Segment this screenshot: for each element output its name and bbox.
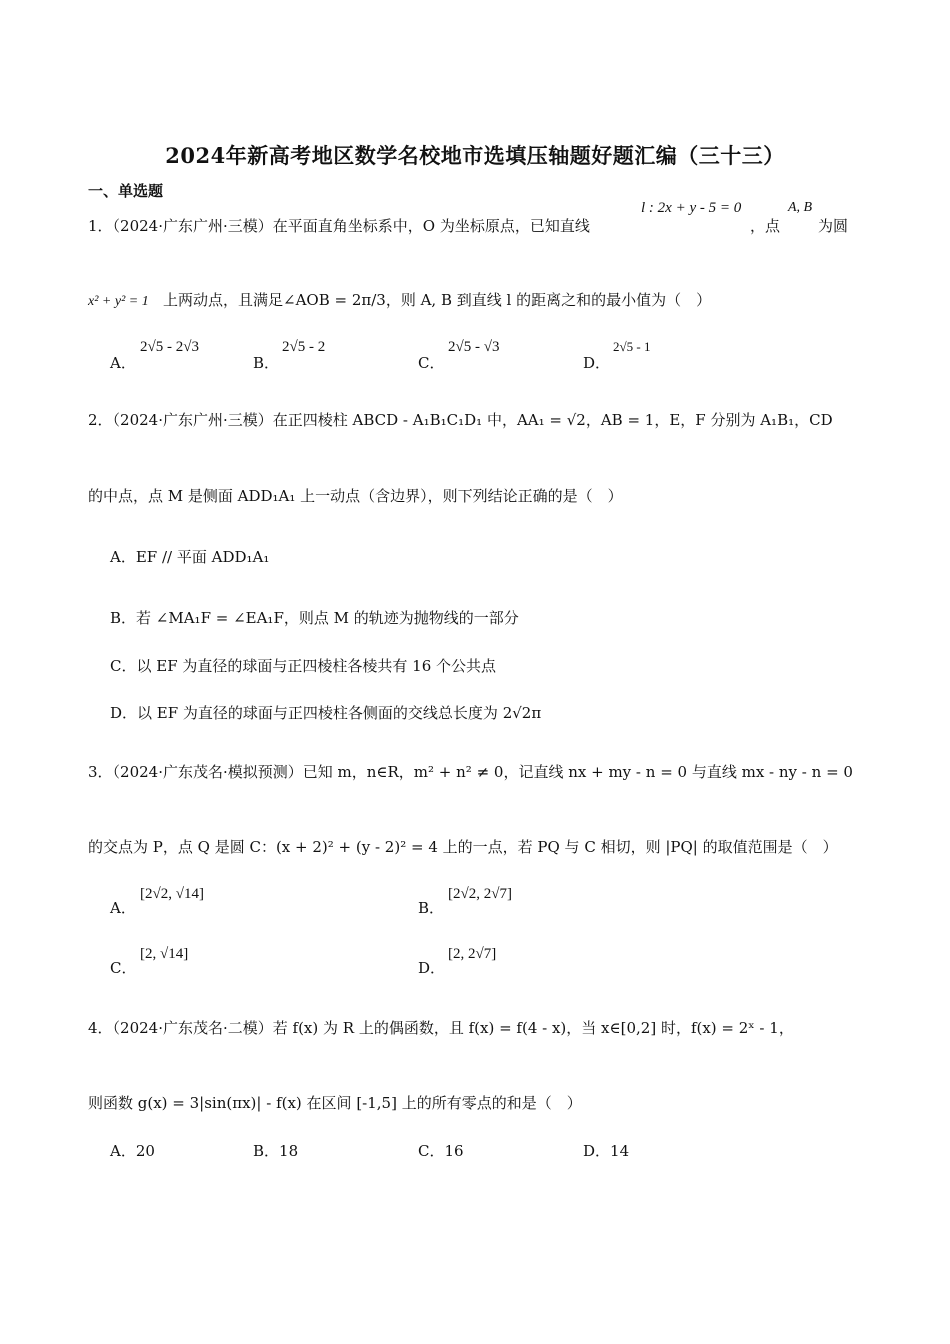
q1-option-a-value: 2√5 - 2√3 bbox=[140, 339, 199, 355]
q3-option-b-value: [2√2, 2√7] bbox=[448, 886, 512, 902]
option-letter: D． bbox=[583, 354, 611, 372]
option-text: EF // 平面 ADD₁A₁ bbox=[135, 548, 270, 566]
option-letter: A． bbox=[110, 899, 136, 917]
option-letter: B． bbox=[110, 609, 137, 627]
q4-option-a bbox=[110, 1140, 155, 1161]
q4-stem-line2: 则函数 g(x) = 3|sin(πx)| - f(x) 在区间 [-1,5] 上的所有零点的和是（ ） bbox=[88, 1094, 582, 1112]
option-letter: D． bbox=[418, 959, 446, 977]
q1-option-b-value: 2√5 - 2 bbox=[282, 339, 326, 355]
option-text: 以 EF 为直径的球面与正四棱柱各棱共有 16 个公共点 bbox=[136, 657, 497, 675]
q3-stem-line1: 3．（2024·广东茂名·模拟预测）已知 m，n∈R，m² + n² ≠ 0，记直线 nx + my - n = 0 与直线 mx - ny - n = 0 bbox=[88, 763, 853, 781]
q1-option-d-value: 2√5 - 1 bbox=[613, 339, 651, 354]
q3-option-d bbox=[418, 957, 445, 978]
page-title: 2024年新高考地区数学名校地市选填压轴题好题汇编（三十三） bbox=[165, 143, 785, 168]
option-text: 若 ∠MA₁F = ∠EA₁F，则点 M 的轨迹为抛物线的一部分 bbox=[136, 609, 519, 627]
q3-option-b bbox=[418, 897, 444, 918]
option-letter: C． bbox=[418, 1142, 445, 1160]
q4-option-c bbox=[418, 1140, 464, 1161]
option-text: 14 bbox=[610, 1142, 630, 1160]
option-text: 16 bbox=[444, 1142, 464, 1160]
q1-stem-line2: 上两动点，且满足∠AOB = 2π/3，则 A, B 到直线 l 的距离之和的最小值为（ ） bbox=[163, 291, 712, 309]
option-text: 20 bbox=[135, 1142, 155, 1160]
q1-option-a bbox=[110, 352, 136, 373]
option-letter: A． bbox=[110, 354, 136, 372]
q1-line-equation: l : 2x + y - 5 = 0 bbox=[641, 200, 742, 216]
q2-stem-line1: 2．（2024·广东广州·三模）在正四棱柱 ABCD - A₁B₁C₁D₁ 中，AA₁ = √2，AB = 1，E，F 分别为 A₁B₁，CD bbox=[88, 411, 833, 429]
q1-circle-equation: x² + y² = 1 bbox=[88, 294, 149, 309]
q1-option-b bbox=[253, 352, 279, 373]
q4-option-d bbox=[583, 1140, 629, 1161]
option-letter: B． bbox=[418, 899, 445, 917]
q3-option-a-value: [2√2, √14] bbox=[140, 886, 204, 902]
q2-option-c bbox=[110, 655, 496, 676]
q3-option-d-value: [2, 2√7] bbox=[448, 946, 497, 962]
q4-option-b bbox=[253, 1140, 298, 1161]
section-heading: 一、单选题 bbox=[88, 182, 164, 200]
option-letter: A． bbox=[110, 1142, 136, 1160]
option-letter: B． bbox=[253, 1142, 280, 1160]
option-letter: D． bbox=[110, 704, 138, 722]
q1-option-d bbox=[583, 352, 610, 373]
q3-option-c-value: [2, √14] bbox=[140, 946, 189, 962]
q2-option-a bbox=[110, 546, 269, 567]
q3-stem-line2: 的交点为 P，点 Q 是圆 C：(x + 2)² + (y - 2)² = 4 上的一点，若 PQ 与 C 相切，则 |PQ| 的取值范围是（ ） bbox=[88, 838, 838, 856]
q4-stem-line1: 4．（2024·广东茂名·二模）若 f(x) 为 R 上的偶函数，且 f(x) = f(4 - x)，当 x∈[0,2] 时，f(x) = 2ˣ - 1， bbox=[88, 1019, 794, 1037]
q1-option-c-value: 2√5 - √3 bbox=[448, 339, 500, 355]
q3-option-c bbox=[110, 957, 136, 978]
q2-option-b bbox=[110, 607, 519, 628]
option-letter: B． bbox=[253, 354, 280, 372]
option-letter: A． bbox=[110, 548, 136, 566]
q1-mid-text: ，点 bbox=[750, 217, 781, 235]
q1-option-c bbox=[418, 352, 444, 373]
q1-line1-text: 1．（2024·广东广州·三模）在平面直角坐标系中，O 为坐标原点，已知直线 bbox=[88, 217, 590, 235]
q2-option-d bbox=[110, 702, 541, 723]
q1-stem-line1 bbox=[88, 216, 590, 236]
option-text: 以 EF 为直径的球面与正四棱柱各侧面的交线总长度为 2√2π bbox=[137, 704, 542, 722]
q1-tail: 为圆 bbox=[818, 217, 849, 235]
q1-points: A, B bbox=[788, 200, 813, 215]
option-letter: D． bbox=[583, 1142, 611, 1160]
option-letter: C． bbox=[110, 959, 137, 977]
option-letter: C． bbox=[418, 354, 445, 372]
q2-stem-line2: 的中点，点 M 是侧面 ADD₁A₁ 上一动点（含边界），则下列结论正确的是（ ） bbox=[88, 487, 623, 505]
option-text: 18 bbox=[279, 1142, 299, 1160]
q3-option-a bbox=[110, 897, 136, 918]
option-letter: C． bbox=[110, 657, 137, 675]
